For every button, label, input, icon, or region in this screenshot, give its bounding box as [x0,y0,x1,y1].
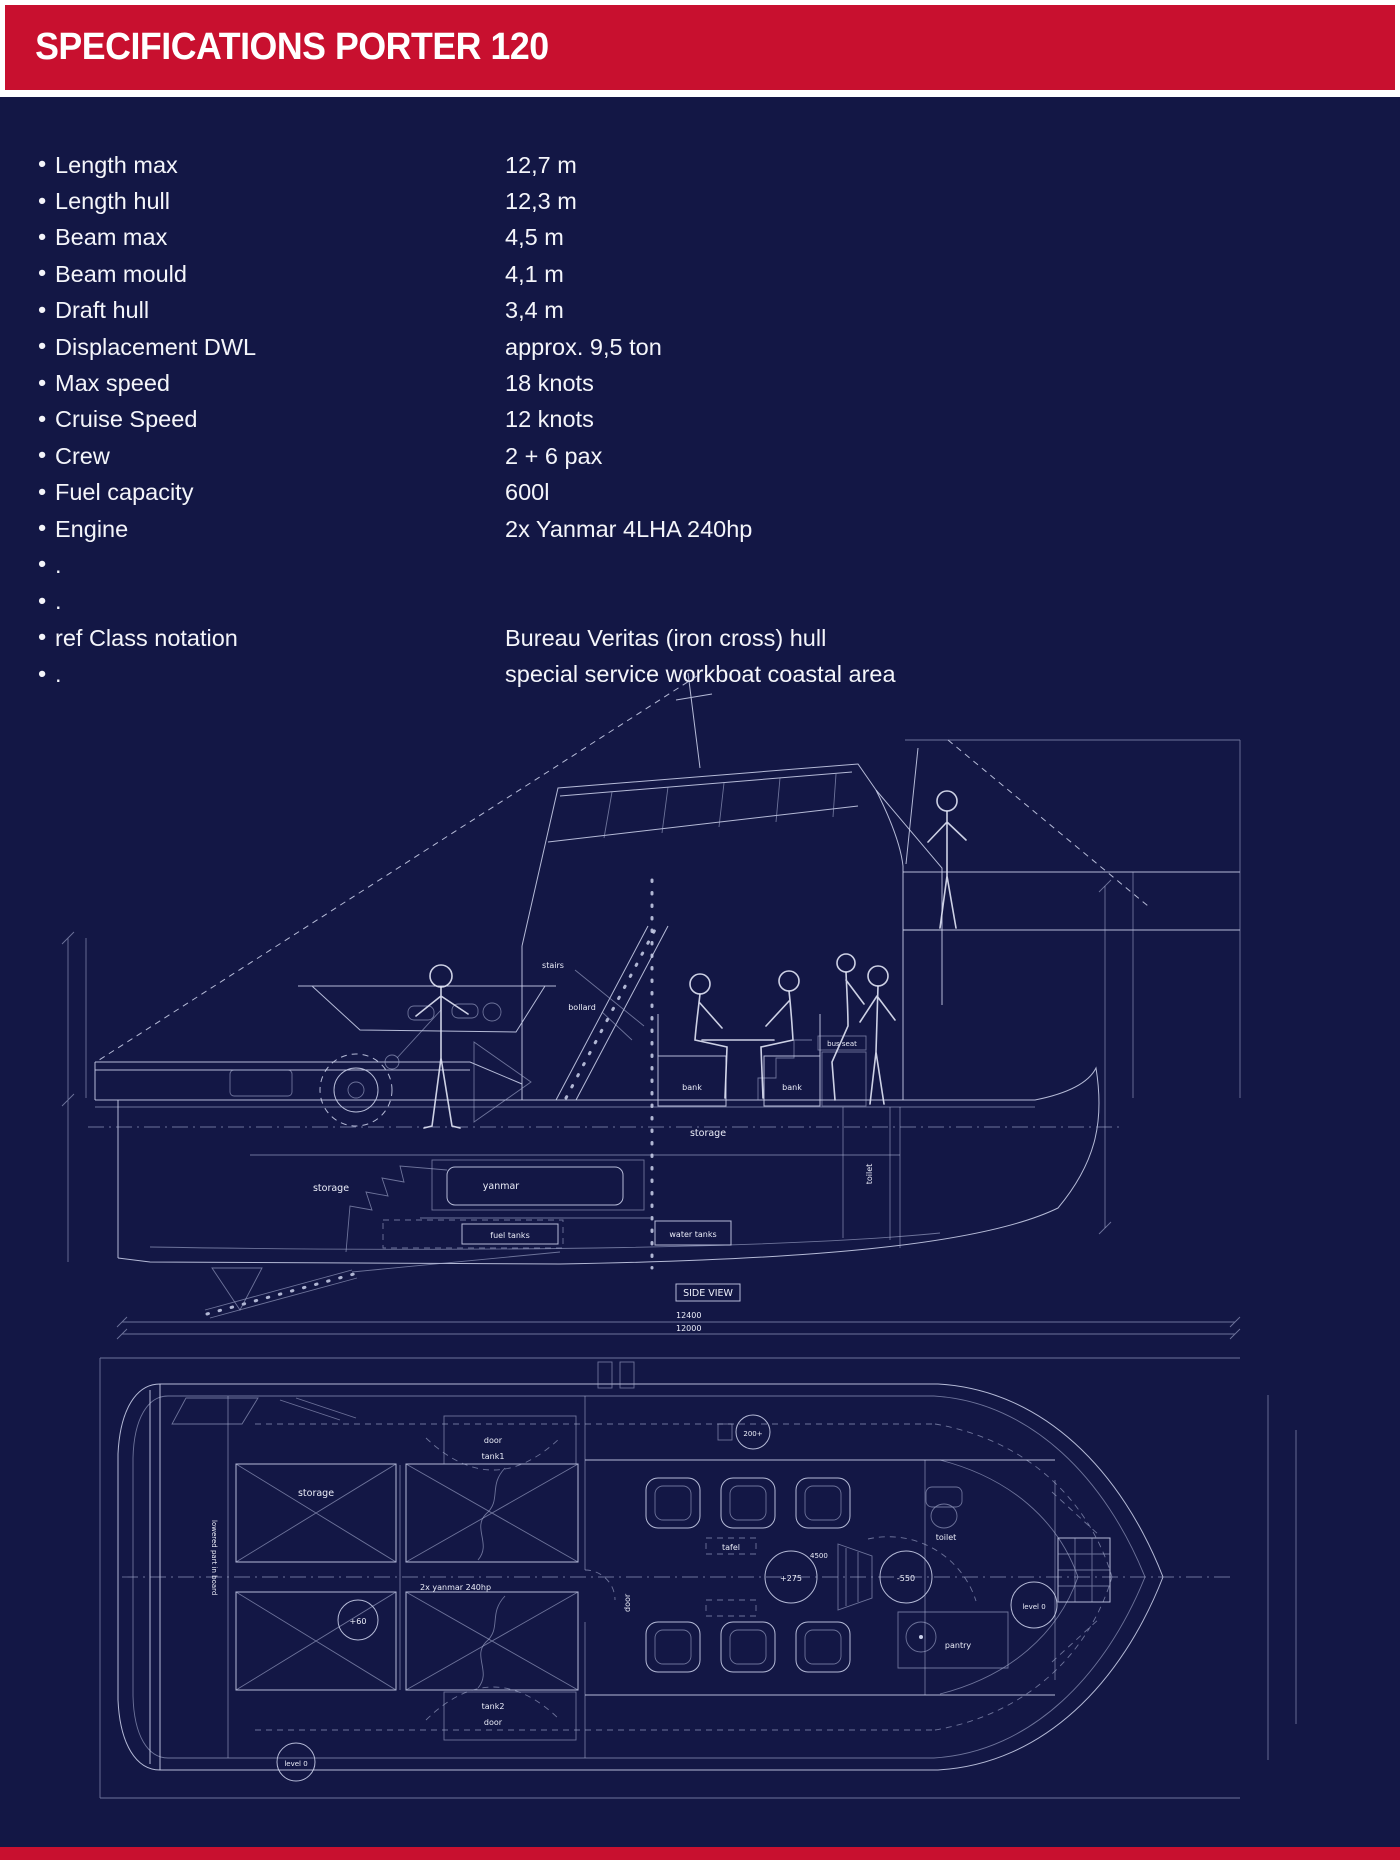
spec-row [38,547,938,583]
spec-label: • Max speed [55,370,170,397]
spec-label: • Displacement DWL [55,333,257,360]
spec-row [38,365,938,401]
spec-row [38,656,938,692]
spec-value: approx. 9,5 ton [505,333,662,360]
spec-row [38,220,938,256]
label-door-cabin: door [623,1593,632,1612]
spec-label: • Engine [55,515,129,542]
page-title: SPECIFICATIONS PORTER 120 [35,26,549,68]
spec-value: 4,1 m [505,260,564,287]
label-bollard: bollard [568,1003,596,1012]
label-door-tank1: door [483,1436,503,1445]
label-storage-hull: storage [312,1183,350,1194]
label-hatch200: 200+ [743,1430,763,1438]
spec-list [38,147,938,693]
spec-row [38,620,938,656]
spec-label: • . [55,661,62,688]
label-storage-plan: storage [297,1488,335,1499]
spec-row [38,183,938,219]
spec-row [38,293,938,329]
spec-label: • ref Class notation [55,624,238,651]
spec-value: 4,5 m [505,224,564,251]
spec-row [38,329,938,365]
label-toilet-side: toilet [865,1163,874,1185]
label-tank2: tank2 [481,1702,505,1711]
spec-label: • . [55,551,62,578]
label-water-tanks: water tanks [669,1230,717,1239]
spec-label: • Length max [55,151,178,178]
header-bar [5,5,1395,90]
spec-label: • Fuel capacity [55,479,194,506]
label-level0-aft: level 0 [284,1760,308,1768]
spec-label: • Crew [55,442,110,469]
content-area [0,97,1400,1847]
side-view-caption: SIDE VIEW [683,1288,733,1299]
label-plus60: +60 [349,1617,367,1626]
spec-row [38,584,938,620]
spec-value: 2 + 6 pax [505,442,603,469]
dim-length-overall: 12400 [676,1311,702,1320]
spec-value: 12 knots [505,406,594,433]
label-level0-fwd: level 0 [1022,1603,1046,1611]
spec-value: 3,4 m [505,297,564,324]
dim-length-hull: 12000 [676,1324,702,1333]
label-yanmar: yanmar [482,1181,520,1192]
label-fuel-tanks: fuel tanks [490,1231,530,1240]
spec-label: • Beam mould [55,260,187,287]
spec-row [38,475,938,511]
spec-label: • Length hull [55,188,170,215]
label-lowered-part: lowered part in board [210,1520,218,1596]
spec-row [38,511,938,547]
footer-bar [0,1847,1400,1860]
spec-row [38,438,938,474]
spec-label: • . [55,588,62,615]
spec-row [38,402,938,438]
spec-value: 600l [505,479,550,506]
label-pantry: pantry [944,1641,972,1650]
spec-value: special service workboat coastal area [505,661,896,688]
spec-row [38,147,938,183]
label-engines: 2x yanmar 240hp [420,1583,492,1592]
spec-value: 12,3 m [505,188,577,215]
spec-value: 12,7 m [505,151,577,178]
label-tank1: tank1 [481,1452,505,1461]
spec-label: • Beam max [55,224,168,251]
spec-label: • Draft hull [55,297,150,324]
label-minus550: -550 [896,1574,916,1583]
label-storage-cabin: storage [689,1128,727,1139]
label-tafel: tafel [722,1543,740,1552]
spec-row [38,256,938,292]
spec-value: 2x Yanmar 4LHA 240hp [505,515,753,542]
label-dim4500: 4500 [810,1552,828,1560]
label-stairs: stairs [542,961,564,970]
spec-label: • Cruise Speed [55,406,198,433]
label-bus-seat: bus seat [827,1040,857,1048]
label-bank-left: bank [682,1083,702,1092]
label-bank-right: bank [782,1083,802,1092]
spec-value: Bureau Veritas (iron cross) hull [505,624,827,651]
label-door-tank2: door [483,1718,503,1727]
label-toilet-plan: toilet [935,1533,957,1542]
spec-value: 18 knots [505,370,594,397]
label-plus275: +275 [780,1574,802,1583]
